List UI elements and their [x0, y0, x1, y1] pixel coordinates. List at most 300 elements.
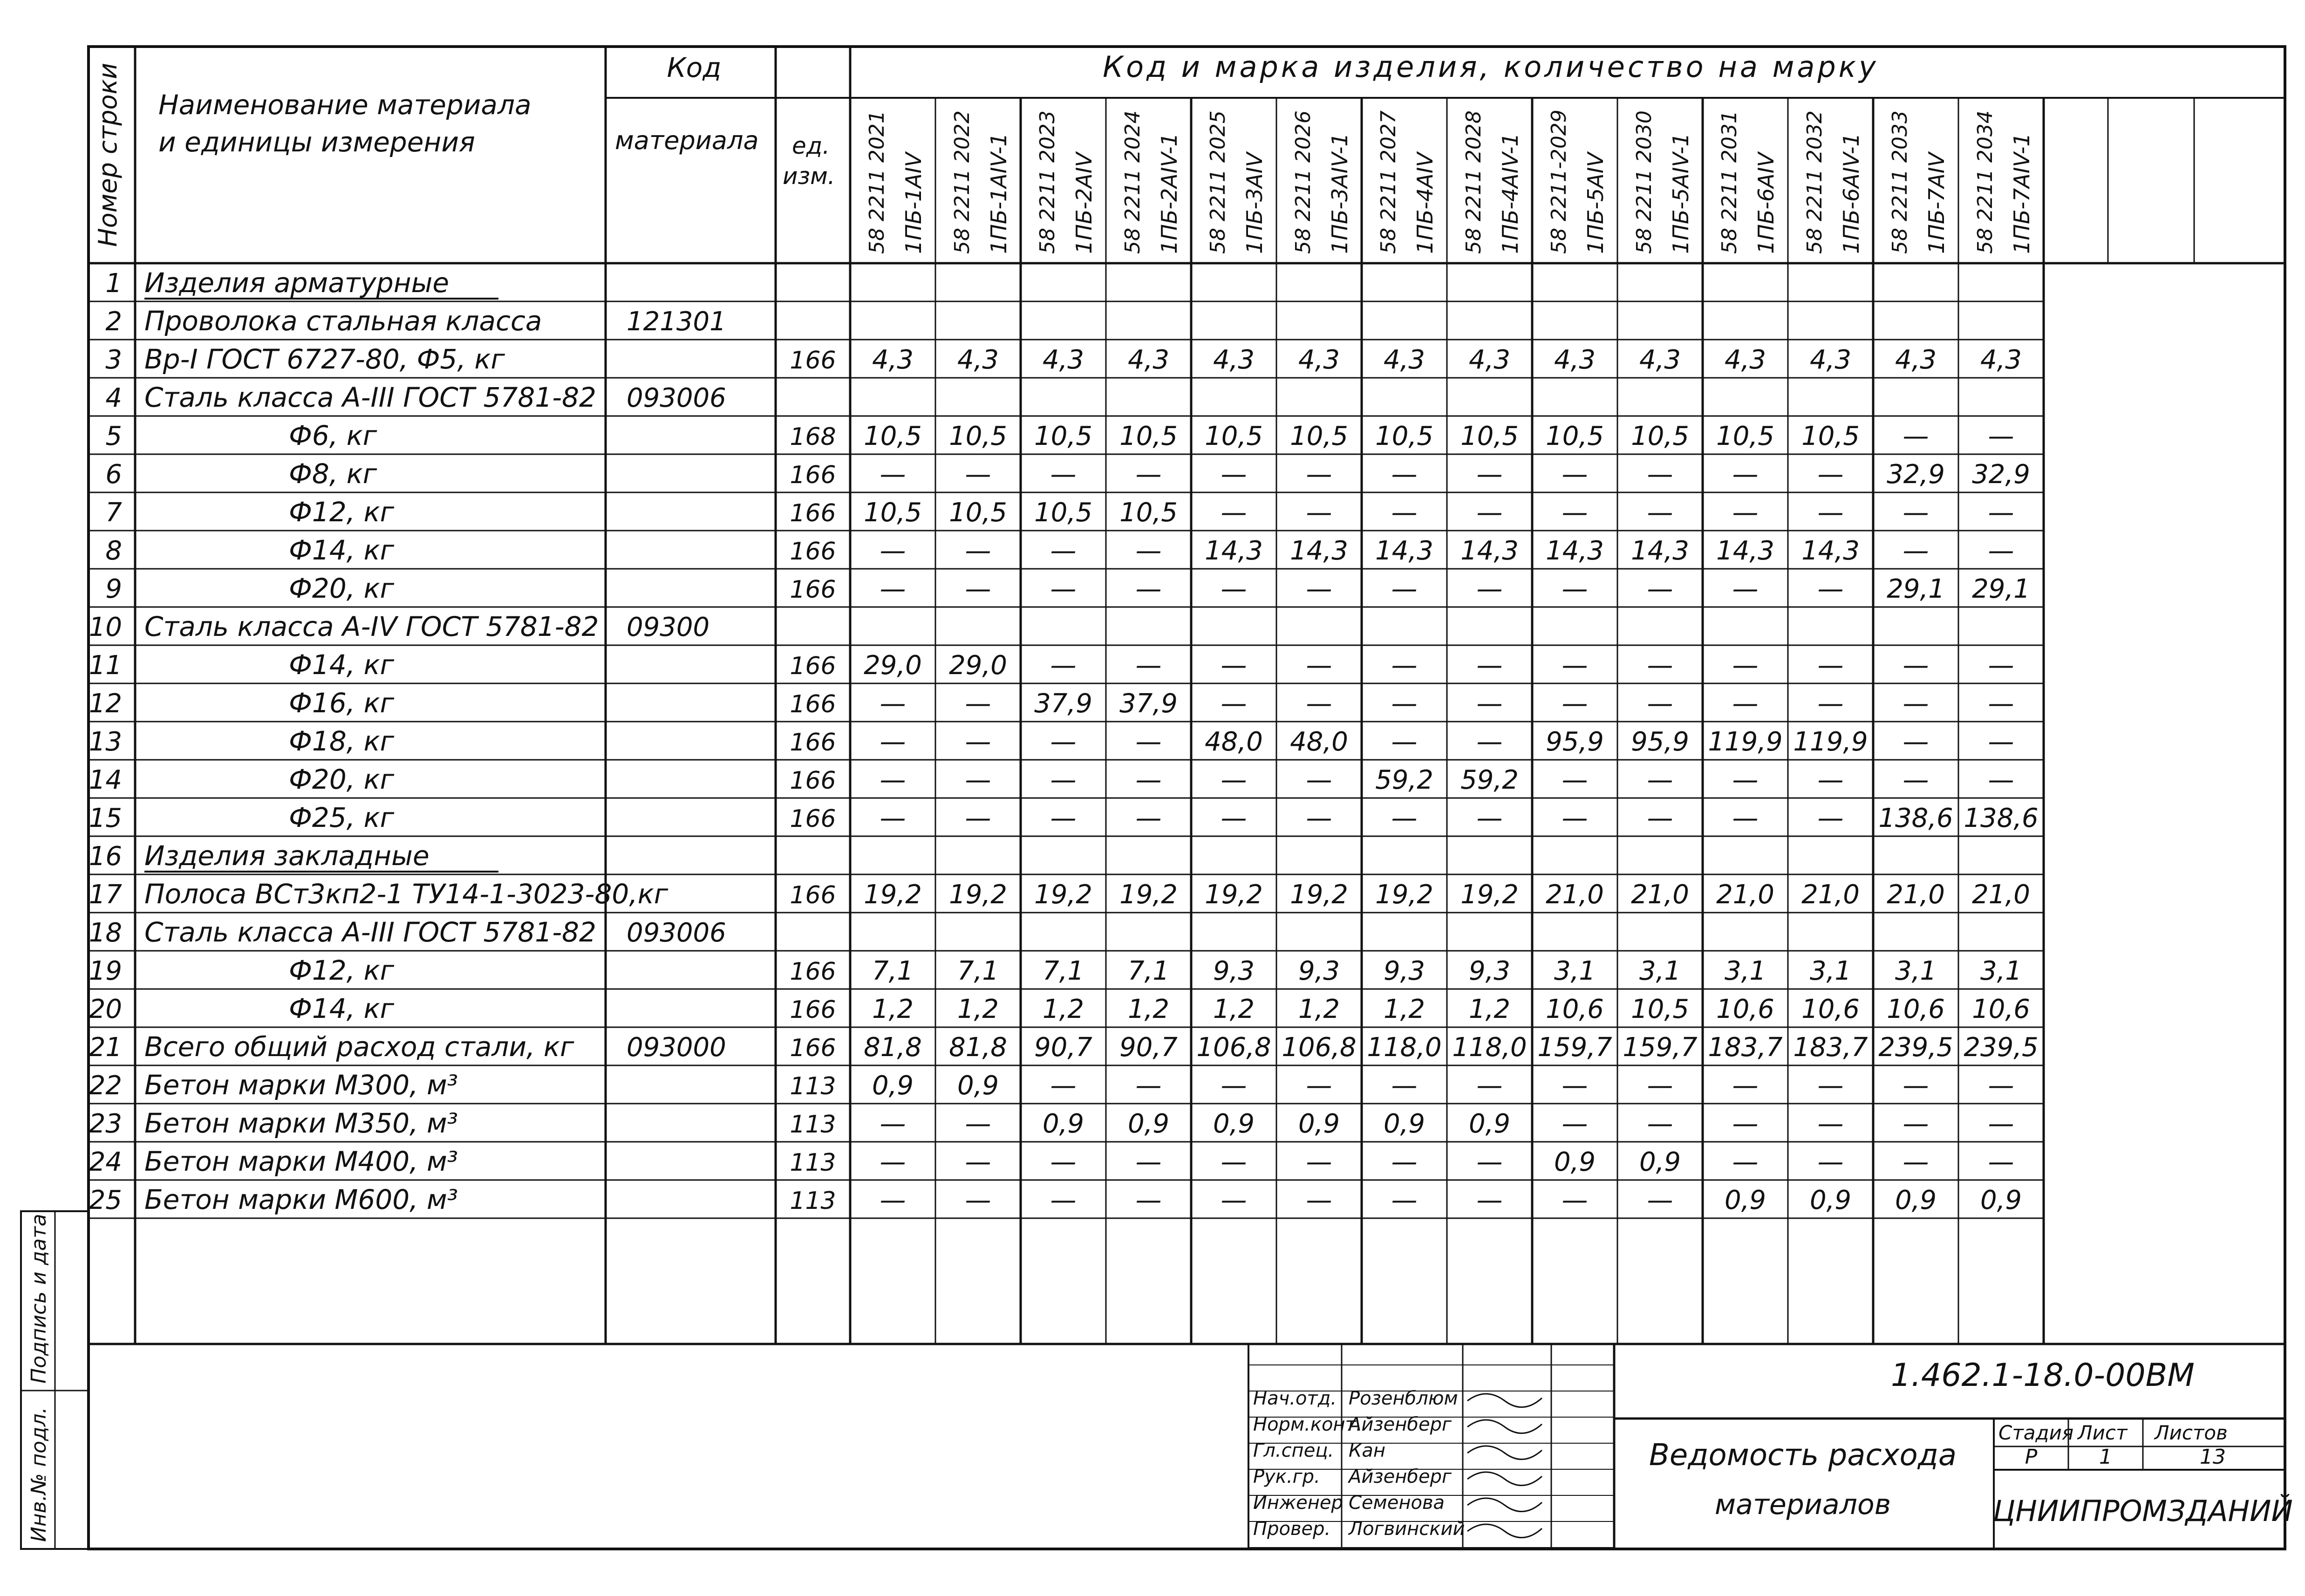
- quantity-cell: —: [1050, 574, 1077, 604]
- quantity-cell: —: [1817, 1109, 1844, 1139]
- quantity-cell: 4,3: [1468, 345, 1511, 375]
- quantity-cell: 7,1: [1127, 956, 1170, 986]
- stamp-role: Рук.гр.: [1253, 1466, 1320, 1487]
- quantity-cell: —: [1476, 1185, 1503, 1215]
- document-title-line1: Ведомость расхода: [1649, 1438, 1957, 1473]
- quantity-cell: —: [880, 1109, 906, 1139]
- quantity-cell: 14,3: [1716, 536, 1774, 566]
- quantity-cell: —: [880, 574, 906, 604]
- row-name: Сталь класса А-III ГОСТ 5781-82: [144, 916, 596, 948]
- quantity-cell: —: [1903, 1147, 1929, 1177]
- row-name: Всего общий расход стали, кг: [144, 1031, 574, 1063]
- row-name: Бетон марки М600, м³: [144, 1184, 458, 1215]
- row-name: Ф14, кг: [289, 993, 395, 1024]
- quantity-cell: —: [1562, 650, 1588, 681]
- quantity-cell: 19,2: [949, 880, 1007, 910]
- quantity-cell: —: [1903, 650, 1929, 681]
- quantity-cell: —: [1050, 459, 1077, 490]
- unit-header-line1: ед.: [792, 132, 830, 159]
- table-row: [89, 764, 2014, 795]
- name-header-line2: и единицы измерения: [158, 126, 475, 158]
- product-mark-label: 1ПБ-3АIV: [1242, 152, 1267, 254]
- quantity-cell: —: [1732, 498, 1759, 528]
- quantity-cell: —: [1817, 689, 1844, 719]
- stamp-role: Инженер: [1253, 1492, 1343, 1514]
- quantity-cell: —: [1221, 765, 1247, 795]
- quantity-cell: 1,2: [872, 994, 914, 1024]
- quantity-cell: —: [1988, 650, 2014, 681]
- quantity-cell: 118,0: [1367, 1032, 1442, 1063]
- quantity-cell: —: [1306, 459, 1332, 490]
- product-mark-label: 1ПБ-7АIV: [1924, 152, 1949, 254]
- row-name: Ф6, кг: [289, 420, 377, 451]
- signature-mark: [1467, 1446, 1542, 1460]
- product-code-label: 58 2211 2034: [1973, 110, 1997, 254]
- row-name: Сталь класса А-III ГОСТ 5781-82: [144, 382, 596, 413]
- row-name: Ф18, кг: [289, 725, 395, 757]
- quantity-cell: —: [1988, 1071, 2014, 1101]
- quantity-cell: —: [1391, 1071, 1418, 1101]
- quantity-cell: —: [1391, 574, 1418, 604]
- quantity-cell: 10,5: [1631, 994, 1689, 1024]
- quantity-cell: 4,3: [957, 345, 999, 375]
- document-title-line2: материалов: [1714, 1488, 1891, 1521]
- row-name: Полоса ВСт3кп2-1 ТУ14-1-3023-80,кг: [144, 878, 668, 910]
- quantity-cell: —: [1732, 689, 1759, 719]
- quantity-cell: 21,0: [1801, 880, 1860, 910]
- stamp-role: Нач.отд.: [1253, 1388, 1337, 1409]
- row-name: Проволока стальная класса: [144, 305, 542, 337]
- unit-code: 166: [790, 499, 836, 527]
- row-number: 6: [105, 459, 122, 490]
- quantity-cell: 10,5: [1290, 421, 1348, 451]
- quantity-cell: —: [1562, 459, 1588, 490]
- quantity-cell: —: [1306, 574, 1332, 604]
- quantity-cell: —: [965, 1185, 991, 1215]
- material-code: 093006: [627, 918, 726, 948]
- quantity-cell: 9,3: [1298, 956, 1340, 986]
- stage-label: Стадия: [1998, 1421, 2074, 1444]
- row-number: 25: [89, 1185, 122, 1215]
- quantity-cell: 0,9: [1724, 1185, 1766, 1215]
- quantity-cell: —: [1817, 459, 1844, 490]
- sheet-label: Лист: [2078, 1421, 2128, 1444]
- quantity-cell: —: [1732, 765, 1759, 795]
- quantity-cell: 1,2: [957, 994, 999, 1024]
- stamp-name: Кан: [1349, 1440, 1386, 1461]
- quantity-cell: —: [880, 727, 906, 757]
- inventory-number-label: Инв.№ подл.: [27, 1407, 51, 1542]
- table-row: [105, 305, 726, 337]
- quantity-cell: —: [1903, 765, 1929, 795]
- quantity-cell: 0,9: [1298, 1109, 1340, 1139]
- unit-code: 113: [790, 1072, 836, 1100]
- quantity-cell: —: [1817, 803, 1844, 833]
- unit-code: 166: [790, 767, 836, 795]
- quantity-cell: 183,7: [1793, 1032, 1868, 1063]
- quantity-cell: 10,5: [1119, 421, 1178, 451]
- unit-code: 168: [790, 423, 836, 451]
- quantity-cell: 21,0: [1972, 880, 2030, 910]
- quantity-cell: —: [1306, 803, 1332, 833]
- quantity-cell: 0,9: [1639, 1147, 1681, 1177]
- product-mark-label: 1ПБ-3АIV-1: [1327, 133, 1352, 254]
- quantity-cell: —: [1306, 1185, 1332, 1215]
- quantity-cell: —: [1988, 765, 2014, 795]
- quantity-cell: —: [1903, 421, 1929, 451]
- quantity-cell: —: [1562, 1109, 1588, 1139]
- material-code: 093006: [627, 383, 726, 413]
- row-name: Ф20, кг: [289, 764, 395, 795]
- quantity-cell: —: [1135, 536, 1162, 566]
- row-number: 11: [89, 650, 122, 681]
- quantity-cell: —: [1988, 421, 2014, 451]
- table-body: [89, 267, 2039, 1215]
- quantity-cell: 29,1: [1887, 574, 1945, 604]
- quantity-cell: —: [1562, 1185, 1588, 1215]
- table-row: [89, 1146, 2014, 1177]
- row-number: 18: [89, 918, 122, 948]
- quantity-cell: —: [1732, 650, 1759, 681]
- quantity-cell: —: [1391, 1185, 1418, 1215]
- name-header-line1: Наименование материала: [158, 89, 532, 121]
- unit-code: 166: [790, 538, 836, 566]
- quantity-cell: —: [1817, 498, 1844, 528]
- row-number: 24: [89, 1147, 122, 1177]
- quantity-cell: 14,3: [1546, 536, 1604, 566]
- quantity-cell: 90,7: [1034, 1032, 1092, 1063]
- quantity-cell: —: [1306, 689, 1332, 719]
- quantity-cell: 1,2: [1298, 994, 1340, 1024]
- stage-value: Р: [2025, 1445, 2038, 1469]
- quantity-cell: —: [1732, 459, 1759, 490]
- quantity-cell: —: [880, 1185, 906, 1215]
- unit-code: 113: [790, 1149, 836, 1177]
- quantity-cell: —: [1221, 689, 1247, 719]
- row-number-header: Номер строки: [93, 62, 123, 247]
- product-code-label: 58 2211 2033: [1888, 110, 1912, 254]
- quantity-cell: 95,9: [1546, 727, 1604, 757]
- quantity-cell: 106,8: [1282, 1032, 1357, 1063]
- row-number: 3: [105, 345, 122, 375]
- signature-mark: [1467, 1472, 1542, 1486]
- quantity-cell: 10,5: [1546, 421, 1604, 451]
- quantity-cell: —: [1306, 650, 1332, 681]
- quantity-cell: —: [965, 459, 991, 490]
- product-code-label: 58 2211 2030: [1632, 110, 1656, 254]
- signature-mark: [1467, 1498, 1542, 1512]
- quantity-cell: 4,3: [1298, 345, 1340, 375]
- product-code-label: 58 2211 2027: [1377, 110, 1400, 254]
- quantity-cell: —: [880, 765, 906, 795]
- row-number: 1: [105, 268, 122, 299]
- row-number: 9: [105, 574, 122, 604]
- table-row: [89, 955, 2022, 986]
- product-mark-label: 1ПБ-1АIV: [901, 152, 926, 254]
- table-row: [105, 458, 2030, 490]
- product-mark-label: 1ПБ-7АIV-1: [2009, 133, 2034, 254]
- row-number: 15: [89, 803, 122, 833]
- quantity-cell: —: [965, 803, 991, 833]
- row-number: 20: [89, 994, 122, 1024]
- row-number: 17: [89, 880, 122, 910]
- unit-code: 166: [790, 576, 836, 604]
- quantity-cell: —: [1476, 650, 1503, 681]
- quantity-cell: —: [1476, 727, 1503, 757]
- unit-code: 166: [790, 805, 836, 833]
- quantity-cell: 3,1: [1895, 956, 1937, 986]
- row-name: Ф16, кг: [289, 687, 395, 719]
- quantity-cell: 3,1: [1980, 956, 2022, 986]
- quantity-cell: 10,5: [949, 498, 1007, 528]
- code-header: Код: [667, 52, 722, 83]
- quantity-cell: 14,3: [1375, 536, 1433, 566]
- stamp-name: Семенова: [1349, 1492, 1445, 1514]
- sheets-label: Листов: [2155, 1421, 2228, 1444]
- product-mark-label: 1ПБ-4АIV: [1412, 152, 1438, 254]
- product-code-label: 58 2211 2022: [950, 110, 974, 254]
- unit-header-line2: изм.: [783, 163, 835, 190]
- quantity-cell: 1,2: [1213, 994, 1255, 1024]
- sheet-value: 1: [2099, 1445, 2112, 1469]
- quantity-cell: 138,6: [1878, 803, 1953, 833]
- unit-code: 166: [790, 881, 836, 909]
- quantity-cell: —: [1476, 689, 1503, 719]
- quantity-cell: 4,3: [1724, 345, 1766, 375]
- product-mark-label: 1ПБ-4АIV-1: [1498, 133, 1523, 254]
- quantity-cell: —: [1050, 727, 1077, 757]
- quantity-cell: 14,3: [1290, 536, 1348, 566]
- quantity-cell: 4,3: [1213, 345, 1255, 375]
- quantity-cell: —: [965, 765, 991, 795]
- quantity-cell: —: [1135, 765, 1162, 795]
- quantity-cell: 59,2: [1375, 765, 1433, 795]
- quantity-cell: 19,2: [1375, 880, 1433, 910]
- quantity-cell: —: [1732, 1109, 1759, 1139]
- quantity-cell: —: [1988, 1147, 2014, 1177]
- quantity-cell: —: [880, 459, 906, 490]
- product-code-label: 58 2211 2031: [1718, 110, 1741, 254]
- quantity-cell: —: [1988, 727, 2014, 757]
- material-code-header: материала: [615, 126, 759, 155]
- quantity-cell: —: [1135, 1147, 1162, 1177]
- quantity-cell: —: [1221, 1147, 1247, 1177]
- stamp-name: Розенблюм: [1349, 1388, 1458, 1409]
- stamp-role: Провер.: [1253, 1518, 1331, 1540]
- quantity-cell: —: [1391, 459, 1418, 490]
- quantity-cell: —: [1817, 650, 1844, 681]
- quantity-cell: —: [1647, 650, 1673, 681]
- stamp-name: Логвинский: [1349, 1518, 1465, 1540]
- quantity-cell: 138,6: [1964, 803, 2039, 833]
- products-header: Код и марка изделия, количество на марку: [1103, 50, 1879, 84]
- quantity-cell: 9,3: [1213, 956, 1255, 986]
- quantity-cell: 0,9: [957, 1071, 999, 1101]
- table-row: [89, 649, 2014, 681]
- table-row: [89, 687, 2014, 719]
- row-number: 5: [105, 421, 122, 451]
- product-code-label: 58 2211 2021: [865, 110, 889, 254]
- quantity-cell: —: [1135, 650, 1162, 681]
- quantity-cell: 10,5: [1034, 421, 1092, 451]
- signature-mark: [1467, 1524, 1542, 1538]
- product-mark-label: 1ПБ-1АIV-1: [986, 133, 1011, 254]
- quantity-cell: —: [1221, 650, 1247, 681]
- row-number: 21: [89, 1032, 122, 1063]
- row-number: 4: [105, 383, 122, 413]
- stamp-name: Айзенберг: [1349, 1414, 1452, 1435]
- quantity-cell: —: [1988, 1109, 2014, 1139]
- quantity-cell: —: [965, 536, 991, 566]
- product-mark-label: 1ПБ-6АIV: [1753, 152, 1779, 254]
- quantity-cell: —: [880, 1147, 906, 1177]
- quantity-cell: —: [1306, 498, 1332, 528]
- quantity-cell: —: [1732, 1147, 1759, 1177]
- quantity-cell: 14,3: [1205, 536, 1263, 566]
- row-number: 10: [89, 612, 122, 642]
- product-code-label: 58 2211 2025: [1206, 110, 1230, 254]
- quantity-cell: —: [1391, 498, 1418, 528]
- product-code-label: 58 2211 2023: [1036, 110, 1059, 254]
- signature-mark: [1467, 1394, 1542, 1407]
- quantity-cell: —: [880, 536, 906, 566]
- stamp-role: Гл.спец.: [1253, 1440, 1334, 1461]
- quantity-cell: 10,5: [1205, 421, 1263, 451]
- quantity-cell: 9,3: [1383, 956, 1425, 986]
- quantity-cell: 19,2: [1290, 880, 1348, 910]
- quantity-cell: 21,0: [1546, 880, 1604, 910]
- row-name: Ф8, кг: [289, 458, 377, 490]
- product-code-label: 58 2211 2024: [1121, 110, 1145, 254]
- material-code: 09300: [627, 612, 710, 642]
- quantity-cell: —: [1050, 765, 1077, 795]
- quantity-cell: —: [1817, 765, 1844, 795]
- quantity-cell: 4,3: [1639, 345, 1681, 375]
- quantity-cell: 10,5: [1716, 421, 1774, 451]
- quantity-cell: —: [1135, 1071, 1162, 1101]
- quantity-cell: 48,0: [1290, 727, 1348, 757]
- quantity-cell: 7,1: [957, 956, 999, 986]
- stamp-role: Норм.конт.: [1253, 1414, 1362, 1435]
- quantity-cell: —: [1647, 1071, 1673, 1101]
- row-name: Изделия закладные: [144, 840, 430, 872]
- quantity-cell: —: [1221, 498, 1247, 528]
- quantity-cell: —: [1135, 803, 1162, 833]
- quantity-cell: 10,6: [1801, 994, 1860, 1024]
- quantity-cell: 119,9: [1708, 727, 1783, 757]
- row-name: Ф14, кг: [289, 649, 395, 681]
- quantity-cell: —: [1732, 803, 1759, 833]
- quantity-cell: 1,2: [1042, 994, 1084, 1024]
- quantity-cell: —: [1562, 574, 1588, 604]
- quantity-cell: —: [1221, 459, 1247, 490]
- quantity-cell: —: [1391, 1147, 1418, 1177]
- table-row: [89, 1107, 2014, 1139]
- quantity-cell: 4,3: [1383, 345, 1425, 375]
- quantity-cell: 118,0: [1452, 1032, 1527, 1063]
- unit-code: 166: [790, 729, 836, 757]
- quantity-cell: 0,9: [1895, 1185, 1937, 1215]
- quantity-cell: 19,2: [1460, 880, 1519, 910]
- table-row: [89, 1184, 2022, 1215]
- unit-code: 166: [790, 996, 836, 1024]
- side-stamp: [21, 1211, 89, 1549]
- quantity-cell: —: [965, 1109, 991, 1139]
- quantity-cell: —: [1903, 1109, 1929, 1139]
- quantity-cell: —: [1135, 1185, 1162, 1215]
- quantity-cell: 14,3: [1801, 536, 1860, 566]
- row-name: Бетон марки М300, м³: [144, 1069, 458, 1101]
- quantity-cell: 4,3: [1980, 345, 2022, 375]
- quantity-cell: —: [1135, 459, 1162, 490]
- quantity-cell: 0,9: [1554, 1147, 1596, 1177]
- quantity-cell: —: [1988, 689, 2014, 719]
- quantity-cell: 10,5: [1375, 421, 1433, 451]
- unit-code: 166: [790, 347, 836, 375]
- quantity-cell: —: [1050, 1147, 1077, 1177]
- row-number: 23: [89, 1109, 122, 1139]
- row-name: Бетон марки М400, м³: [144, 1146, 458, 1177]
- quantity-cell: 4,3: [1127, 345, 1170, 375]
- product-code-label: 58 2211-2029: [1547, 109, 1571, 254]
- quantity-cell: 3,1: [1724, 956, 1766, 986]
- quantity-cell: —: [1903, 689, 1929, 719]
- quantity-cell: —: [1988, 498, 2014, 528]
- quantity-cell: —: [1050, 1071, 1077, 1101]
- quantity-cell: 14,3: [1631, 536, 1689, 566]
- table-row: [105, 534, 2014, 566]
- quantity-cell: 239,5: [1878, 1032, 1953, 1063]
- row-name: Изделия арматурные: [144, 267, 450, 299]
- row-name: Сталь класса А-IV ГОСТ 5781-82: [144, 611, 599, 642]
- quantity-cell: 10,6: [1546, 994, 1604, 1024]
- table-row: [105, 343, 2022, 375]
- quantity-cell: 4,3: [1554, 345, 1596, 375]
- quantity-cell: —: [1135, 727, 1162, 757]
- row-number: 2: [105, 307, 122, 337]
- quantity-cell: —: [1306, 1147, 1332, 1177]
- stamp-name: Айзенберг: [1349, 1466, 1452, 1487]
- quantity-cell: 21,0: [1716, 880, 1774, 910]
- quantity-cell: —: [1476, 1147, 1503, 1177]
- quantity-cell: —: [1221, 574, 1247, 604]
- row-number: 16: [89, 841, 122, 872]
- product-code-label: 58 2211 2026: [1291, 110, 1315, 254]
- quantity-cell: 7,1: [872, 956, 914, 986]
- quantity-cell: —: [1391, 803, 1418, 833]
- quantity-cell: 19,2: [1119, 880, 1178, 910]
- quantity-cell: —: [1732, 574, 1759, 604]
- table-header: [93, 50, 2034, 254]
- quantity-cell: 159,7: [1623, 1032, 1698, 1063]
- quantity-cell: 10,5: [1034, 498, 1092, 528]
- quantity-cell: —: [1647, 1185, 1673, 1215]
- material-code: 121301: [627, 307, 726, 337]
- quantity-cell: 29,0: [949, 650, 1007, 681]
- quantity-cell: —: [1647, 689, 1673, 719]
- quantity-cell: 10,6: [1716, 994, 1774, 1024]
- quantity-cell: 0,9: [1213, 1109, 1255, 1139]
- table-row: [89, 725, 2014, 757]
- quantity-cell: —: [965, 574, 991, 604]
- quantity-cell: 19,2: [864, 880, 922, 910]
- table-row: [89, 840, 498, 872]
- quantity-cell: —: [965, 727, 991, 757]
- product-mark-label: 1ПБ-2АIV: [1071, 152, 1097, 254]
- quantity-cell: 21,0: [1631, 880, 1689, 910]
- quantity-cell: 7,1: [1042, 956, 1084, 986]
- quantity-cell: 32,9: [1887, 459, 1945, 490]
